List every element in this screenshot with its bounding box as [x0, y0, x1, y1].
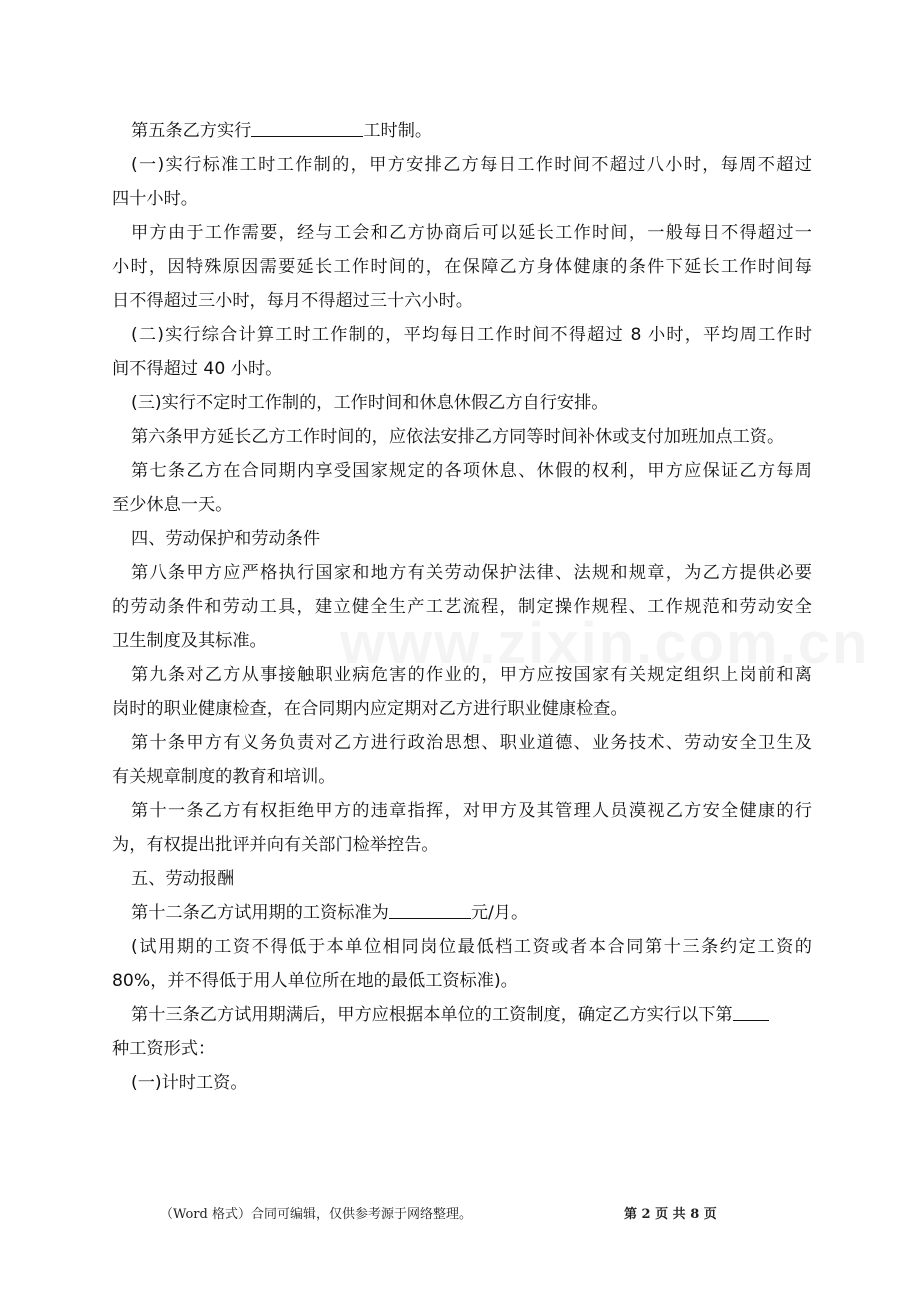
article-13-text-line1: 第十三条乙方试用期满后，甲方应根据本单位的工资制度，确定乙方实行以下第: [131, 1005, 733, 1025]
paragraph-flexible-hours: [112, 386, 812, 420]
page-number: [624, 1203, 717, 1222]
paragraph-standard-hours: [112, 148, 812, 216]
paragraph-time-wage: [112, 1066, 812, 1100]
article-13: [112, 998, 812, 1066]
article-12-text-before: 第十二条乙方试用期的工资标准为: [131, 903, 389, 923]
paragraph-overtime: [112, 216, 812, 318]
paragraph-line: (二)实行综合计算工时工作制的，平均每日工作时间不得超过 8 小时，平均周工作时: [131, 325, 812, 345]
paragraph-line: 有关规章制度的教育和培训。: [112, 767, 336, 787]
page-number-prefix: 第: [624, 1207, 638, 1222]
paragraph-line: 甲方由于工作需要，经与工会和乙方协商后可以延长工作时间，一般每日不得超过一: [131, 223, 812, 243]
paragraph-line: 第七条乙方在合同期内享受国家规定的各项休息、休假的权利，甲方应保证乙方每周: [131, 461, 812, 481]
paragraph-line: 间不得超过 40 小时。: [112, 359, 283, 379]
page-number-current: 2: [641, 1207, 651, 1222]
article-5-blank: [251, 118, 363, 137]
page-number-mid: 页 共: [655, 1207, 686, 1222]
section-heading-text: 五、劳动报酬: [131, 869, 235, 889]
section-heading-5: [112, 862, 812, 896]
paragraph-line: 岗时的职业健康检查，在合同期内应定期对乙方进行职业健康检查。: [112, 699, 628, 719]
paragraph-line: (一)实行标准工时工作制的，甲方安排乙方每日工作时间不超过八小时，每周不超过: [131, 155, 812, 175]
article-5-text-before: 第五条乙方实行: [131, 121, 252, 141]
paragraph-line: 卫生制度及其标准。: [112, 631, 267, 651]
paragraph-probation-wage: [112, 930, 812, 998]
footer-note: （Word 格式）合同可编辑，仅供参考源于网络整理。: [160, 1207, 472, 1222]
paragraph-line: 小时，因特殊原因需要延长工作时间的，在保障乙方身体健康的条件下延长工作时间每: [112, 257, 812, 277]
article-7: [112, 454, 812, 522]
article-5-text-after: 工时制。: [363, 121, 433, 141]
page-number-suffix: 页: [703, 1207, 717, 1222]
paragraph-line: (三)实行不定时工作制的，工作时间和休息休假乙方自行安排。: [131, 393, 609, 413]
paragraph-line: 日不得超过三小时，每月不得超过三十六小时。: [112, 291, 473, 311]
paragraph-line: 为，有权提出批评并向有关部门检举控告。: [112, 835, 439, 855]
paragraph-line: 第九条对乙方从事接触职业病危害的作业的，甲方应按国家有关规定组织上岗前和离: [131, 665, 812, 685]
article-10: [112, 726, 812, 794]
article-12-blank: [389, 900, 471, 919]
section-heading-4: [112, 522, 812, 556]
paragraph-line: 至少休息一天。: [112, 495, 233, 515]
paragraph-line: (一)计时工资。: [131, 1073, 248, 1093]
paragraph-line: 四十小时。: [112, 189, 198, 209]
article-5: [112, 114, 812, 148]
article-12: [112, 896, 812, 930]
paragraph-line: 的劳动条件和劳动工具，建立健全生产工艺流程，制定操作规程、工作规范和劳动安全: [112, 597, 812, 617]
article-12-text-after: 元/月。: [470, 903, 529, 923]
paragraph-line: 第八条甲方应严格执行国家和地方有关劳动保护法律、法规和规章，为乙方提供必要: [131, 563, 812, 583]
article-8: [112, 556, 812, 658]
section-heading-text: 四、劳动保护和劳动条件: [131, 529, 321, 549]
article-13-blank: [733, 1002, 769, 1021]
article-9: [112, 658, 812, 726]
paragraph-comprehensive-hours: [112, 318, 812, 386]
document-body: [112, 114, 812, 1100]
paragraph-line: (试用期的工资不得低于本单位相同岗位最低档工资或者本合同第十三条约定工资的: [131, 937, 812, 957]
paragraph-line: 80%，并不得低于用人单位所在地的最低工资标准)。: [112, 971, 518, 991]
paragraph-line: 第六条甲方延长乙方工作时间的，应依法安排乙方同等时间补休或支付加班加点工资。: [131, 427, 785, 447]
paragraph-line: 第十条甲方有义务负责对乙方进行政治思想、职业道德、业务技术、劳动安全卫生及: [131, 733, 812, 753]
paragraph-line: 第十一条乙方有权拒绝甲方的违章指挥，对甲方及其管理人员漠视乙方安全健康的行: [131, 801, 812, 821]
article-11: [112, 794, 812, 862]
article-13-text-line2: 种工资形式：: [112, 1039, 216, 1059]
article-6: [112, 420, 812, 454]
page-number-total: 8: [690, 1207, 700, 1222]
